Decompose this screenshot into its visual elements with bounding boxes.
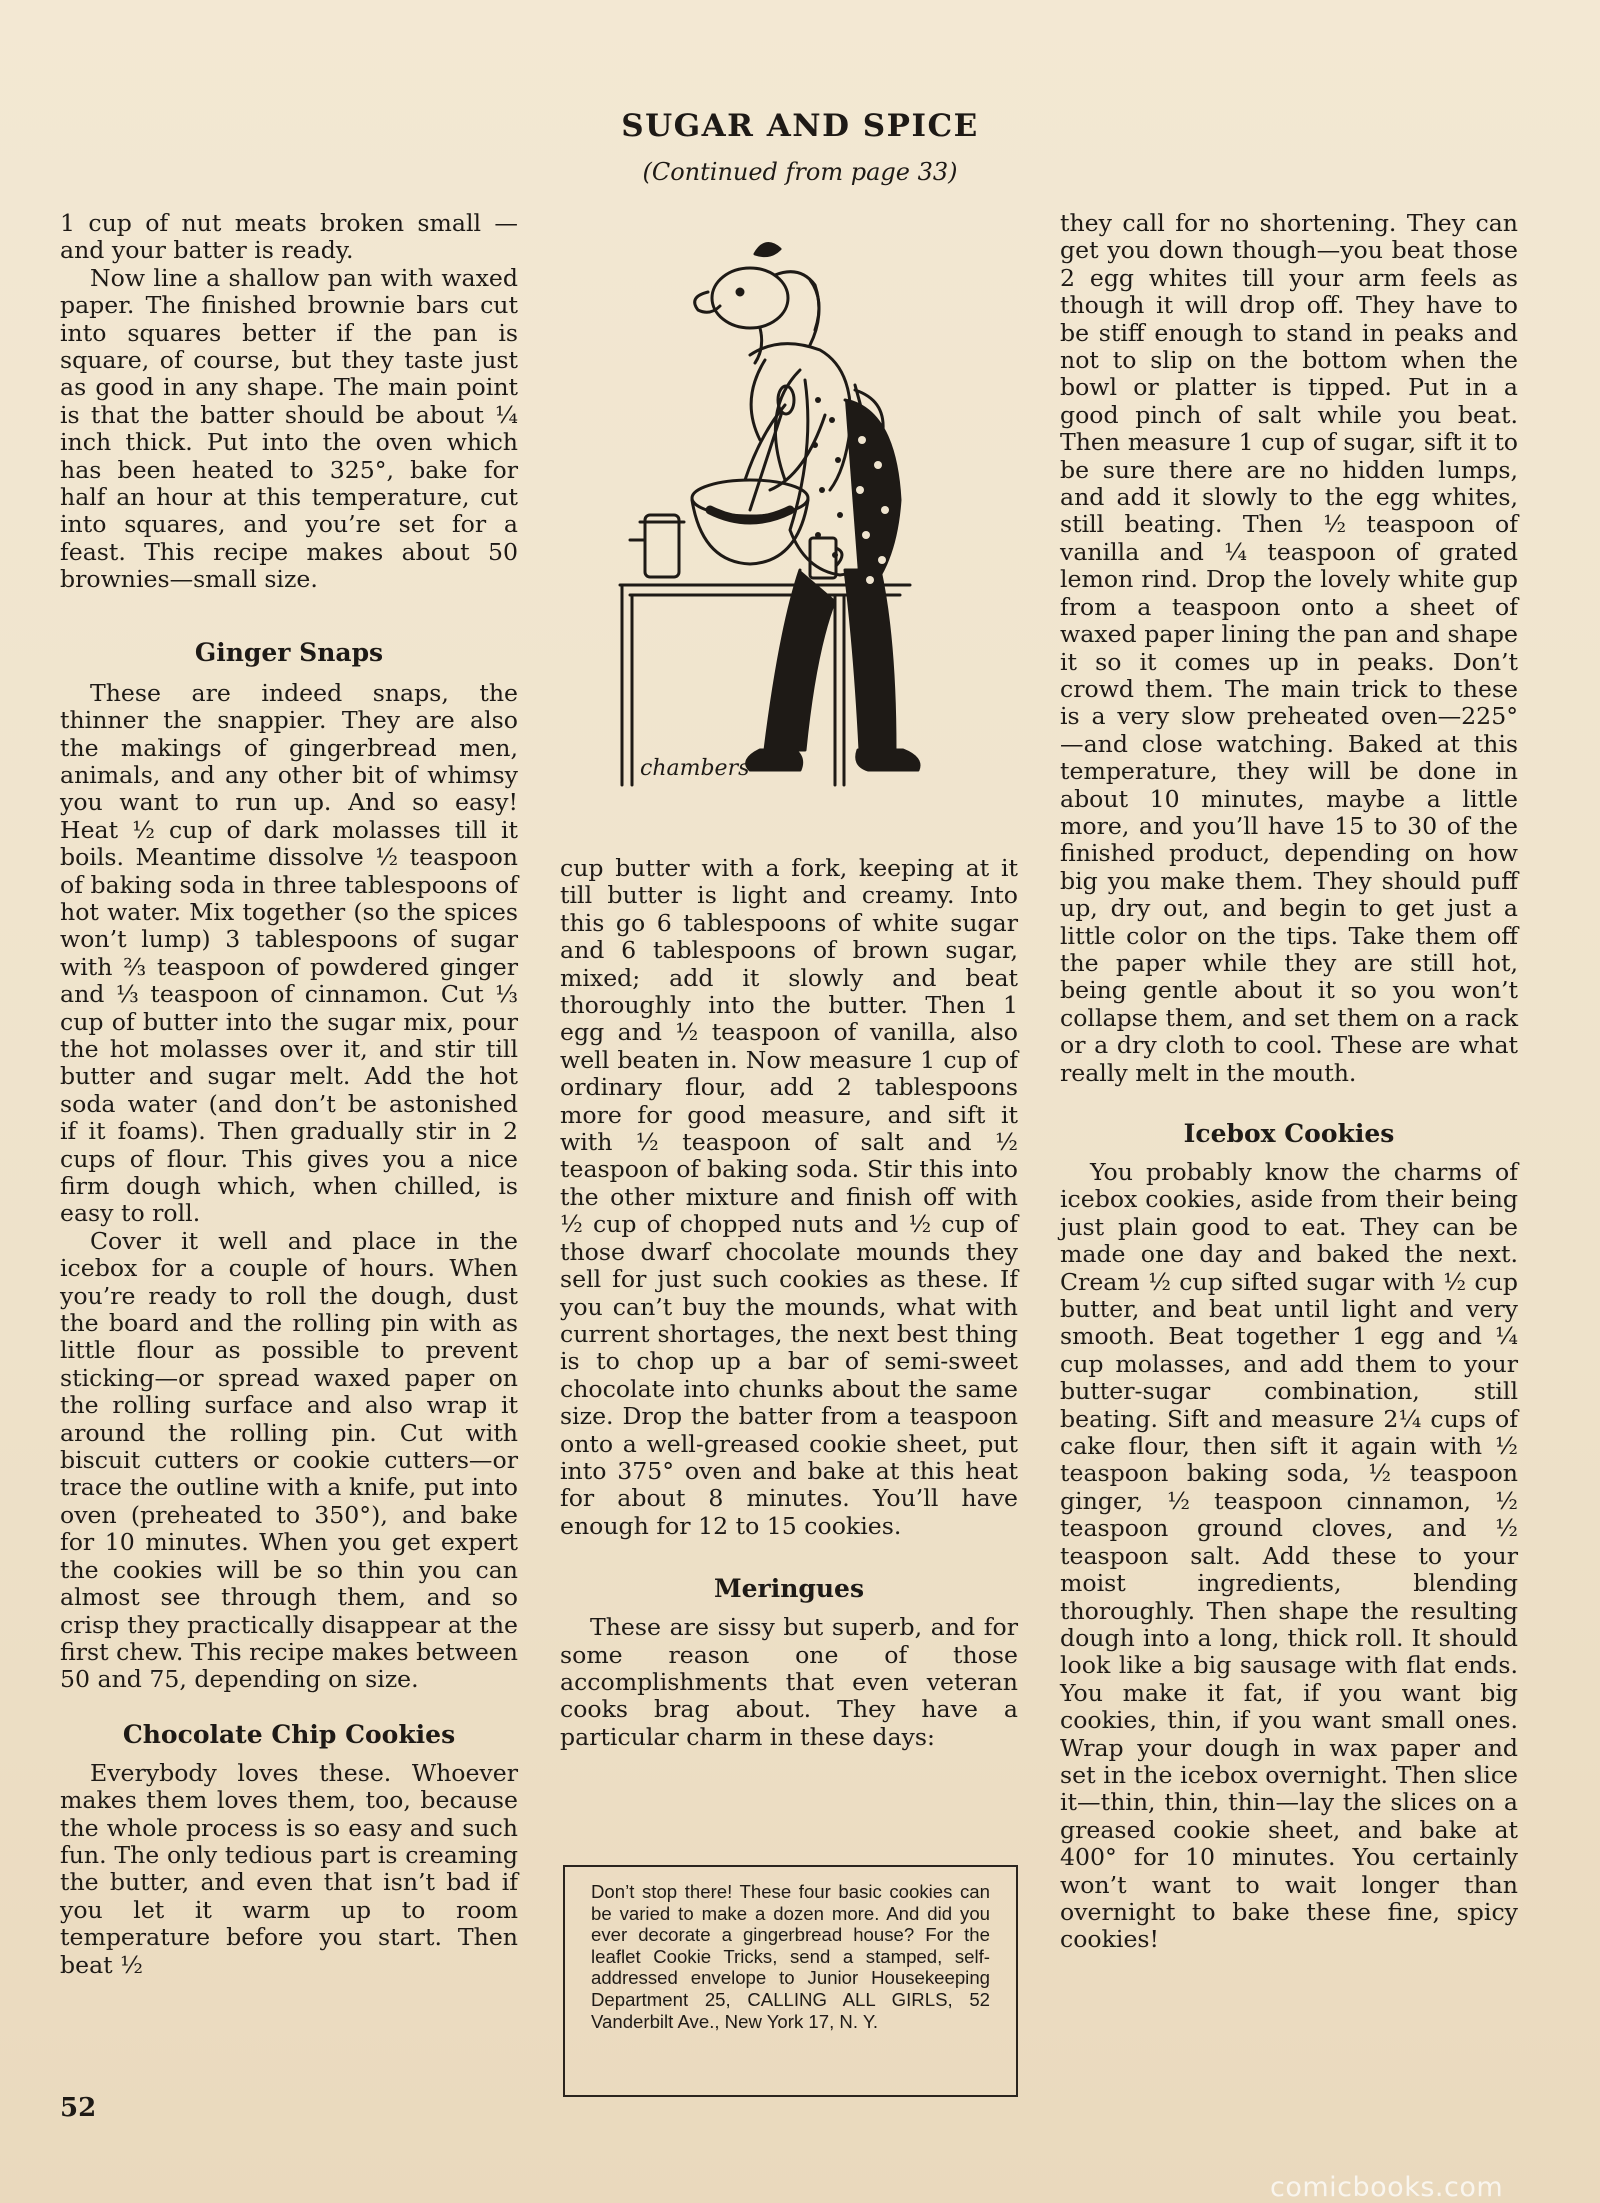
artist-signature: chambers	[640, 756, 750, 781]
middle-column	[560, 855, 1018, 1751]
leaflet-offer-text: Don’t stop there! These four basic cookies can be varied to make a dozen more. And did you ever decorate a gingerbread house? For the leaflet Cookie Tricks, send a stamped, self-addressed envelope to Junior Housekeeping Department 25, CALLING ALL GIRLS, 52 Vanderbilt Ave., New York 17, N. Y.	[591, 1881, 990, 2032]
section-heading-meringues: Meringues	[713, 1574, 865, 1604]
left-column	[60, 210, 518, 1979]
watermark: comicbooks.com	[1270, 2172, 1504, 2203]
paragraph: cup butter with a fork, keeping at it till butter is light and creamy. Into this go 6 tablespoons of white sugar and 6 tablespoons of brown sugar, mixed; add it slowly and beat thoroughly into the butter. Then 1 egg and ½ teaspoon of vanilla, also well beaten in. Now measure 1 cup of ordinary flour, add 2 tablespoons more for good measure, and sift it with ½ teaspoon of salt and ½ teaspoon of baking soda. Stir this into the other mixture and finish off with ½ cup of chopped nuts and ½ cup of those dwarf chocolate mounds they sell for just such cookies as these. If you can’t buy the mounds, what with current shortages, the next best thing is to chop up a bar of semi-sweet chocolate into chunks about the same size. Drop the batter from a teaspoon onto a well-greased cookie sheet, put into 375° oven and bake at this heat for about 8 minutes. You’ll have enough for 12 to 15 cookies.	[560, 854, 1018, 1540]
paragraph: Now line a shallow pan with waxed paper. The finished brownie bars cut into squares better if the pan is square, of course, but they taste just as good in any shape. The main point is that the batter should be about ¼ inch thick. Put into the oven which has been heated to 325°, bake for half an hour at this temperature, cut into squares, and you’re set for a feast. This recipe makes about 50 brownies—small size.	[60, 263, 518, 594]
page-number: 52	[60, 2093, 97, 2123]
leaflet-offer-box	[563, 1865, 1018, 2097]
paragraph: You probably know the charms of icebox cookies, aside from their being just plain good to eat. They can be made one day and baked the next. Cream ½ cup sifted sugar with ½ cup butter, and beat until light and very smooth. Beat together 1 egg and ¼ cup molasses, and add them to your butter-sugar combination, still beating. Sift and measure 2¼ cups of cake flour, then sift it again with ½ teaspoon baking soda, ½ teaspoon ginger, ½ teaspoon cinnamon, ½ teaspoon ground cloves, and ½ teaspoon salt. Add these to your moist ingredients, blending thoroughly. Then shape the resulting dough into a long, thick roll. It should look like a big sausage with flat ends. You make it fat, if you want big cookies, thin, if you want small ones. Wrap your dough in wax paper and set in the icebox overnight. Then slice it—thin, thin, thin—lay the slices on a greased cookie sheet, and bake at 400° for 10 minutes. You certainly won’t want to wait longer than overnight to bake these fine, spicy cookies!	[1060, 1158, 1518, 1954]
paragraph: Cover it well and place in the icebox for a couple of hours. When you’re ready to roll the dough, dust the board and the rolling pin with as little flour as possible to prevent sticking—or spread waxed paper on the rolling surface and also wrap it around the rolling pin. Cut with biscuit cutters or cookie cutters—or trace the outline with a knife, put into oven (preheated to 350°), and bake for 10 minutes. When you get expert the cookies will be so thin you can almost see through them, and so crisp they practically disappear at the first chew. This recipe makes between 50 and 75, depending on size.	[60, 1226, 518, 1694]
article-title: SUGAR AND SPICE	[621, 108, 979, 144]
paragraph: 1 cup of nut meats broken small —and your batter is ready.	[60, 209, 518, 265]
girl-baking-drawing	[600, 240, 1020, 810]
section-heading-chocolate-chip: Chocolate Chip Cookies	[122, 1719, 456, 1749]
section-heading-ginger-snaps: Ginger Snaps	[194, 637, 384, 667]
cook-illustration	[600, 240, 1020, 810]
paragraph: These are sissy but superb, and for some reason one of those accomplishments that even veteran cooks brag about. They have a particular charm in these days:	[560, 1613, 1018, 1751]
section-heading-icebox: Icebox Cookies	[1183, 1119, 1395, 1148]
paragraph: they call for no shortening. They can get you down though—you beat those 2 egg whites till your arm feels as though it will drop off. They have to be stiff enough to stand in peaks and not to slip on the bottom when the bowl or platter is tipped. Put in a good pinch of salt while you beat. Then measure 1 cup of sugar, sift it to be sure there are no hidden lumps, and add it slowly to the egg whites, still beating. Then ½ teaspoon of vanilla and ¼ teaspoon of grated lemon rind. Drop the lovely white gup from a teaspoon onto a sheet of waxed paper lining the pan and shape it so it comes up in peaks. Don’t crowd them. The main trick to these is a very slow preheated oven—225°—and close watching. Baked at this temperature, they will be done in about 10 minutes, maybe a little more, and you’ll have 15 to 30 of the finished product, depending on how big you make them. They should puff up, dry out, and begin to get just a little color on the tips. Take them off the paper while they are still hot, being gentle about it so you won’t collapse them, and set them on a rack or a dry cloth to cool. These are what really melt in the mouth.	[1060, 209, 1518, 1087]
paragraph: Everybody loves these. Whoever makes them loves them, too, because the whole process is so easy and such fun. The only tedious part is creaming the butter, and even that isn’t bad if you let it warm up to room temperature before you start. Then beat ½	[60, 1758, 518, 1979]
paragraph: These are indeed snaps, the thinner the snappier. They are also the makings of gingerbread men, animals, and any other bit of whimsy you want to run up. And so easy! Heat ½ cup of dark molasses till it boils. Meantime dissolve ½ teaspoon of baking soda in three tablespoons of hot water. Mix together (so the spices won’t lump) 3 tablespoons of sugar with ⅔ teaspoon of powdered ginger and ⅓ teaspoon of cinnamon. Cut ⅓ cup of butter into the sugar mix, pour the hot molasses over it, and stir till butter and sugar melt. Add the hot soda water (and don’t be astonished if it foams). Then gradually stir in 2 cups of flour. This gives you a nice firm dough which, when chilled, is easy to roll.	[60, 678, 518, 1228]
continued-note: (Continued from page 33)	[642, 158, 958, 186]
right-column	[1060, 210, 1518, 1954]
